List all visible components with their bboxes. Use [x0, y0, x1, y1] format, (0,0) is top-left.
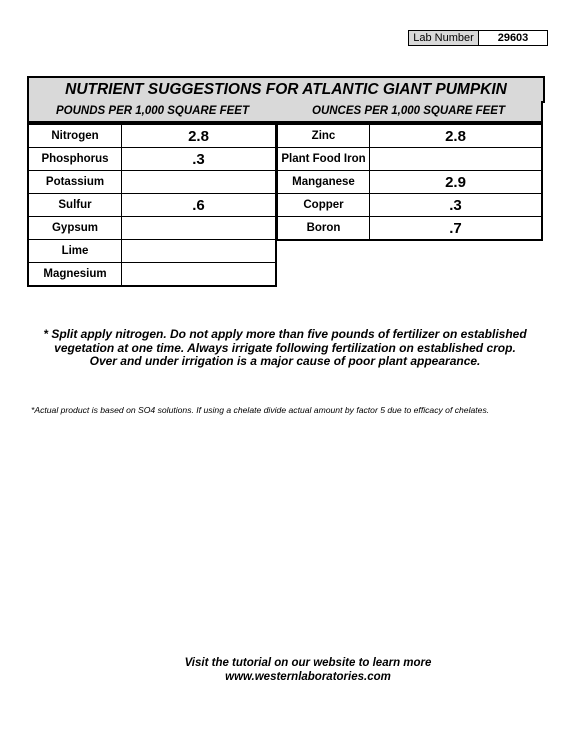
nutrient-value: [122, 263, 277, 287]
table-row: [277, 194, 542, 217]
nutrient-label: Nitrogen: [28, 124, 122, 148]
tutorial-note: [130, 657, 486, 684]
pounds-header: POUNDS PER 1,000 SQUARE FEET: [27, 101, 278, 123]
nutrient-value: .7: [370, 217, 543, 241]
website-link[interactable]: www.westernlaboratories.com: [225, 670, 391, 683]
report-title: NUTRIENT SUGGESTIONS FOR ATLANTIC GIANT PUMPKIN: [27, 76, 545, 103]
tutorial-line: Visit the tutorial on our website to learn more: [184, 657, 432, 669]
ounces-table: [276, 123, 543, 241]
application-notice: * Split apply nitrogen. Do not apply more than five pounds of fertilizer on established vegetation at one time. Always irrigate following fertilization on established crop. Over and under irrigation is a major cause of poor plant appearance.: [43, 327, 527, 368]
nutrient-value: 2.8: [370, 124, 543, 148]
nutrient-value: [370, 148, 543, 171]
table-row: [277, 124, 542, 148]
table-row: [28, 263, 276, 287]
nutrient-label: Phosphorus: [28, 148, 122, 171]
nutrient-label: Copper: [277, 194, 370, 217]
lab-number-label: Lab Number: [409, 31, 479, 45]
pounds-table: [27, 123, 277, 287]
lab-number-box: [408, 30, 548, 46]
nutrient-label: Magnesium: [28, 263, 122, 287]
ounces-header: OUNCES PER 1,000 SQUARE FEET: [276, 101, 543, 123]
nutrient-label: Gypsum: [28, 217, 122, 240]
table-row: [277, 148, 542, 171]
nutrient-label: Lime: [28, 240, 122, 263]
nutrient-value: .3: [370, 194, 543, 217]
nutrient-value: .6: [122, 194, 277, 217]
chelate-footnote: *Actual product is based on SO4 solutions. If using a chelate divide actual amount by factor 5 due to efficacy of chelates.: [31, 405, 490, 415]
table-row: [277, 171, 542, 194]
table-row: [28, 124, 276, 148]
nutrient-label: Sulfur: [28, 194, 122, 217]
nutrient-label: Zinc: [277, 124, 370, 148]
table-row: [28, 194, 276, 217]
nutrient-value: [122, 240, 277, 263]
nutrient-value: .3: [122, 148, 277, 171]
table-row: [28, 148, 276, 171]
lab-number-value: 29603: [497, 32, 529, 44]
nutrient-label: Manganese: [277, 171, 370, 194]
table-row: [28, 240, 276, 263]
nutrient-value: [122, 217, 277, 240]
table-row: [277, 217, 542, 241]
nutrient-value: 2.9: [370, 171, 543, 194]
table-row: [28, 217, 276, 240]
nutrient-label: Boron: [277, 217, 370, 241]
nutrient-label: Plant Food Iron: [277, 148, 370, 171]
nutrient-label: Potassium: [28, 171, 122, 194]
nutrient-value: [122, 171, 277, 194]
table-row: [28, 171, 276, 194]
nutrient-value: 2.8: [122, 124, 277, 148]
